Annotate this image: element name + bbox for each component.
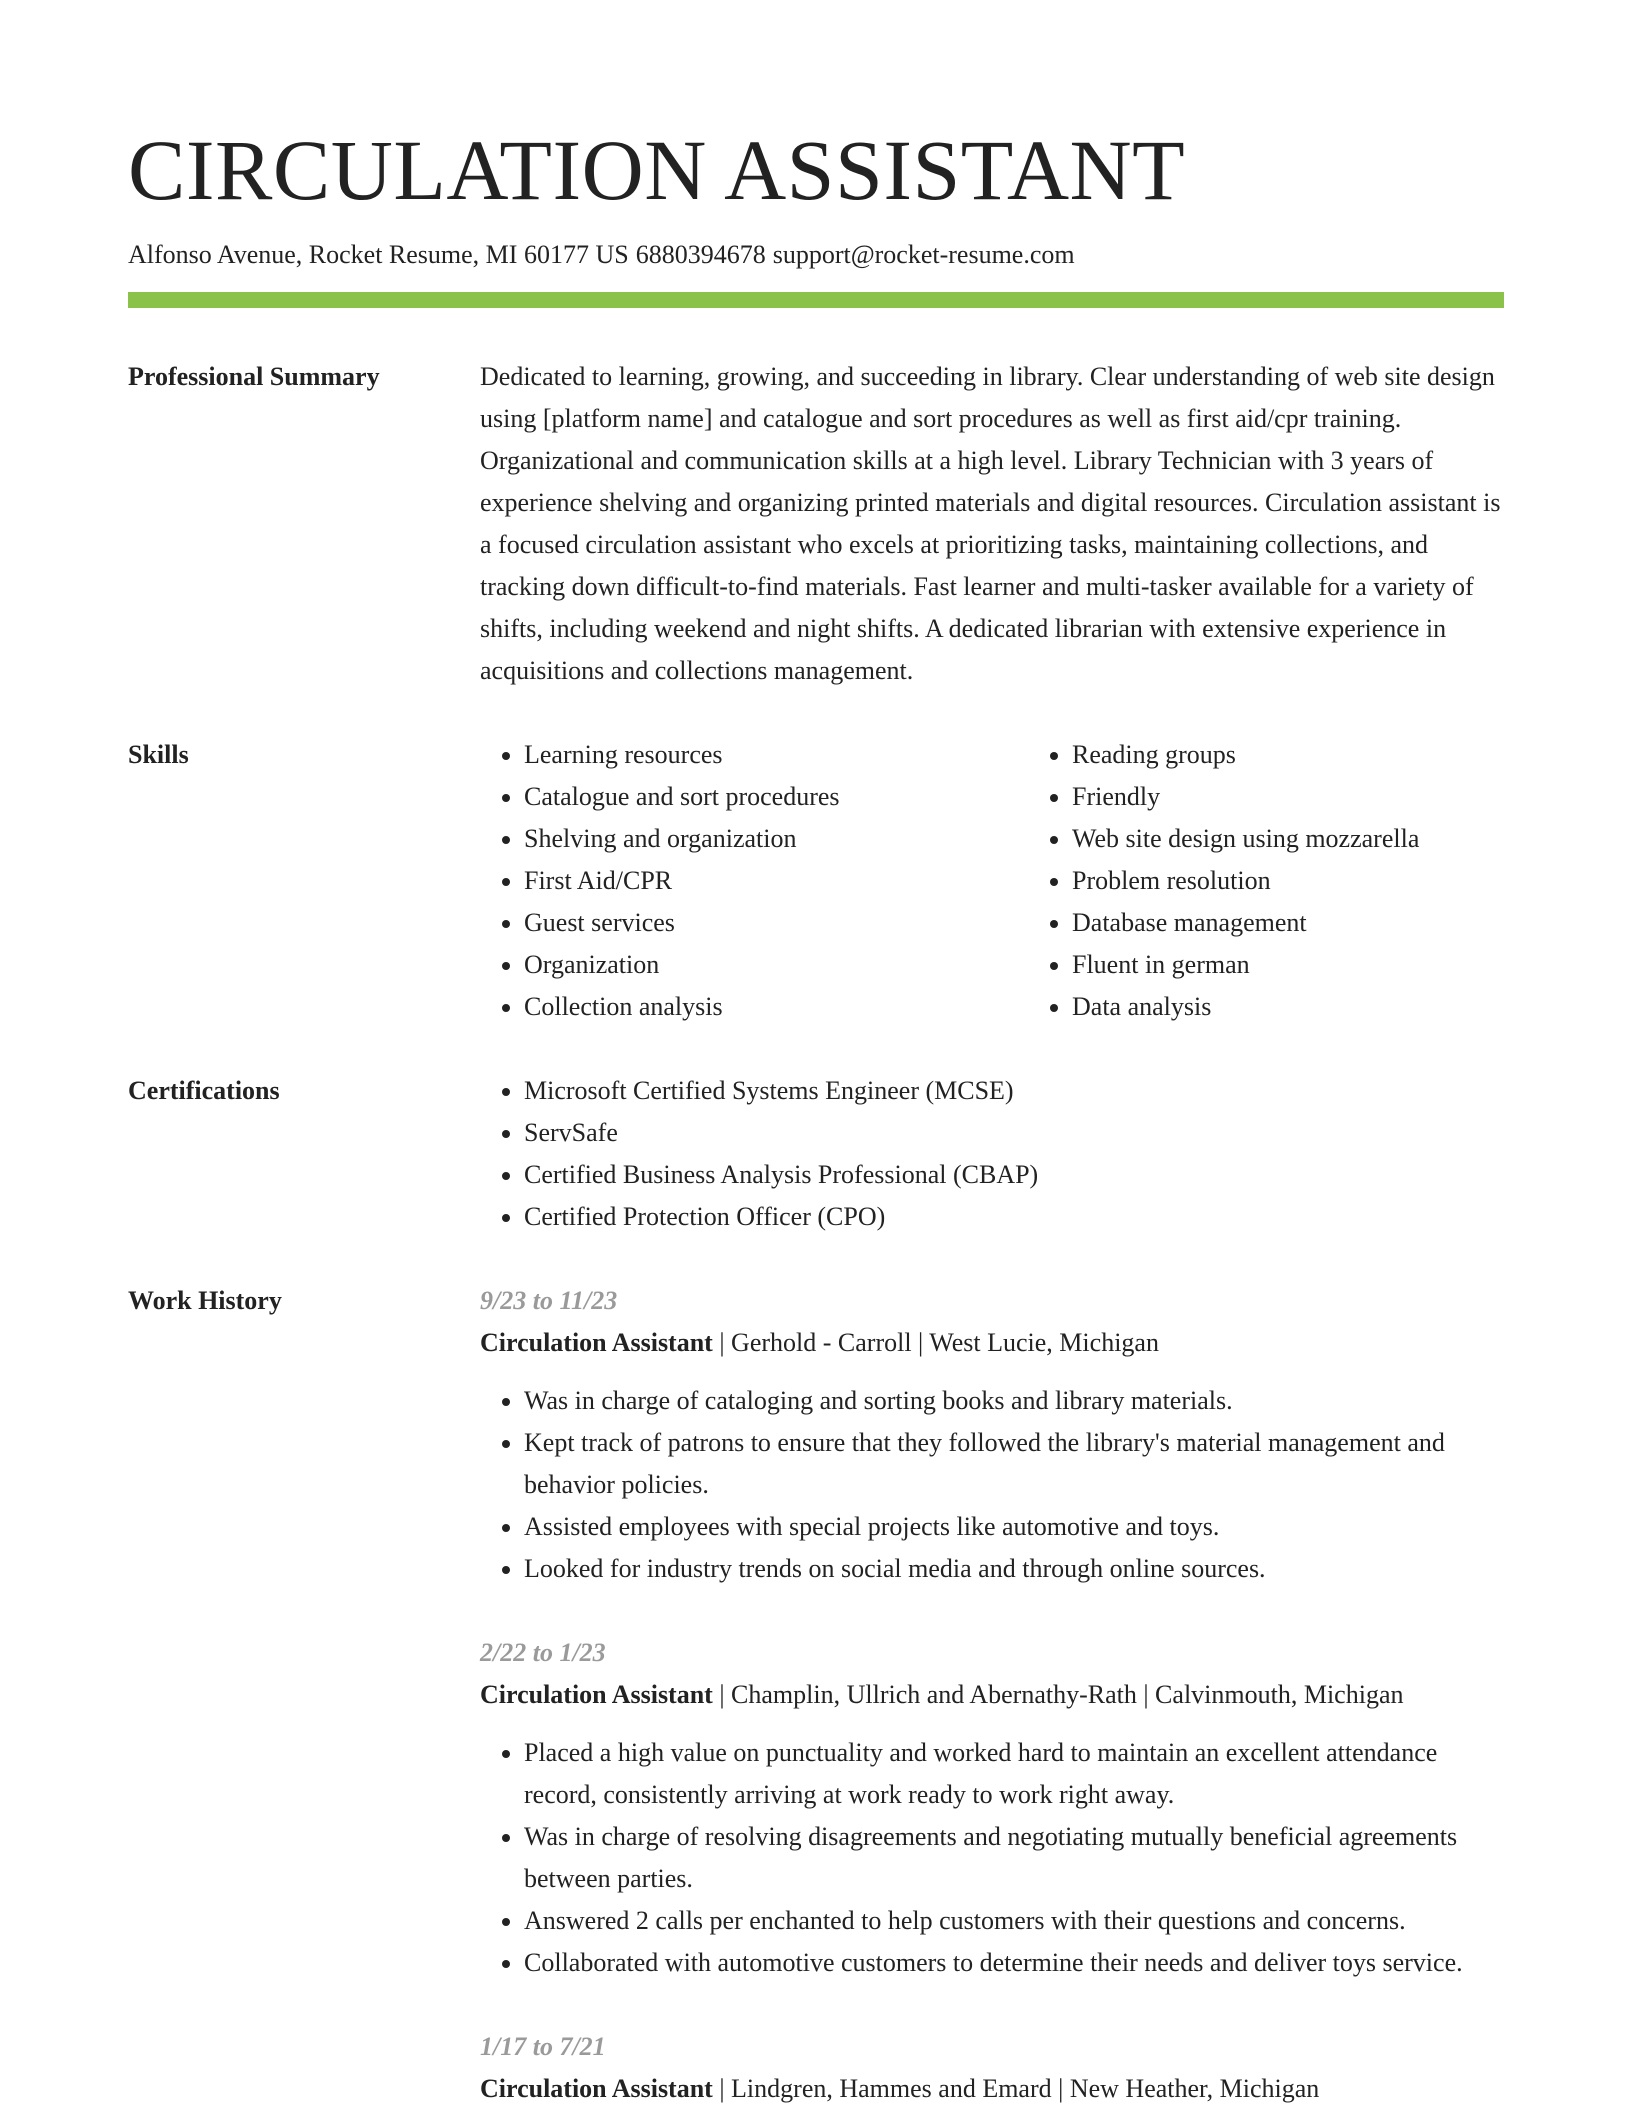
job-duty: • Assisted employees with special projects like automotive and toys. <box>524 1506 1504 1548</box>
address: Alfonso Avenue, Rocket Resume, MI 60177 US <box>128 240 629 269</box>
certifications-section <box>128 1070 1504 1238</box>
contact-line <box>128 238 1504 272</box>
skill-item: • Data analysis <box>1072 986 1576 1028</box>
certifications-heading: Certifications <box>128 1076 280 1105</box>
job-employer-location: | Lindgren, Hammes and Emard | New Heather, Michigan <box>712 2074 1320 2103</box>
skill-item: • Learning resources <box>524 734 1028 776</box>
summary-heading: Professional Summary <box>128 362 380 391</box>
skill-item: • Reading groups <box>1072 734 1576 776</box>
job-dates: 2/22 to 1/23 <box>480 1638 606 1667</box>
job-employer-location: | Gerhold - Carroll | West Lucie, Michigan <box>712 1328 1159 1357</box>
skill-item: • Collection analysis <box>524 986 1028 1028</box>
skill-item: • Database management <box>1072 902 1576 944</box>
summary-section <box>128 356 1504 692</box>
job-entry <box>480 1280 1504 1590</box>
accent-divider <box>128 292 1504 308</box>
resume-title: CIRCULATION ASSISTANT <box>128 122 1186 218</box>
job-duty: • Collaborated with automotive customers to determine their needs and deliver toys service. <box>524 1942 1504 1984</box>
skills-list-right <box>1028 734 1576 1028</box>
job-duties-list <box>480 1380 1504 1590</box>
job-employer-location: | Champlin, Ullrich and Abernathy-Rath | Calvinmouth, Michigan <box>712 1680 1404 1709</box>
phone-number: 6880394678 <box>635 240 766 269</box>
certification-item: • Certified Protection Officer (CPO) <box>524 1196 1504 1238</box>
skills-section <box>128 734 1504 1028</box>
skill-item: • Guest services <box>524 902 1028 944</box>
skill-item: • Web site design using mozzarella <box>1072 818 1576 860</box>
job-heading <box>480 1322 1504 1364</box>
summary-text: Dedicated to learning, growing, and succeeding in library. Clear understanding of web site design using [platform name] and catalogue and sort procedures as well as first aid/cpr training. Organizational and communication skills at a high level. Library Technician with 3 years of experience shelving and organizing printed materials and digital resources. Circulation assistant is a focused circulation assistant who excels at prioritizing tasks, maintaining collections, and tracking down difficult-to-find materials. Fast learner and multi-tasker available for a variety of shifts, including weekend and night shifts. A dedicated librarian with extensive experience in acquisitions and collections management. <box>480 362 1501 685</box>
job-duty: • Was in charge of cataloging and sorting books and library materials. <box>524 1380 1504 1422</box>
skill-item: • Catalogue and sort procedures <box>524 776 1028 818</box>
skill-item: • Organization <box>524 944 1028 986</box>
job-entry <box>480 2026 1504 2110</box>
skills-list-left <box>480 734 1028 1028</box>
job-heading <box>480 2068 1504 2110</box>
skill-item: • Friendly <box>1072 776 1576 818</box>
certification-item: • Microsoft Certified Systems Engineer (MCSE) <box>524 1070 1504 1112</box>
certification-item: • Certified Business Analysis Professional (CBAP) <box>524 1154 1504 1196</box>
job-title: Circulation Assistant <box>480 1328 713 1357</box>
work-history-heading: Work History <box>128 1286 282 1315</box>
skill-item: • First Aid/CPR <box>524 860 1028 902</box>
job-title: Circulation Assistant <box>480 1680 713 1709</box>
email-address: support@rocket-resume.com <box>772 240 1075 269</box>
job-duties-list <box>480 1732 1504 1984</box>
job-title: Circulation Assistant <box>480 2074 713 2103</box>
job-entry <box>480 1632 1504 1984</box>
skill-item: • Fluent in german <box>1072 944 1576 986</box>
job-dates: 9/23 to 11/23 <box>480 1286 618 1315</box>
resume-page <box>128 0 1504 2110</box>
job-dates: 1/17 to 7/21 <box>480 2032 606 2061</box>
job-duty: • Kept track of patrons to ensure that they followed the library's material management and behavior policies. <box>524 1422 1504 1506</box>
job-duty: • Was in charge of resolving disagreements and negotiating mutually beneficial agreements between parties. <box>524 1816 1504 1900</box>
job-duty: • Answered 2 calls per enchanted to help customers with their questions and concerns. <box>524 1900 1504 1942</box>
skill-item: • Problem resolution <box>1072 860 1576 902</box>
skills-heading: Skills <box>128 740 189 769</box>
skill-item: • Shelving and organization <box>524 818 1028 860</box>
job-duty: • Placed a high value on punctuality and worked hard to maintain an excellent attendance record, consistently arriving at work ready to work right away. <box>524 1732 1504 1816</box>
job-heading <box>480 1674 1504 1716</box>
certifications-list <box>480 1070 1504 1238</box>
certification-item: • ServSafe <box>524 1112 1504 1154</box>
work-history-section <box>128 1280 1504 2110</box>
job-duty: • Looked for industry trends on social media and through online sources. <box>524 1548 1504 1590</box>
